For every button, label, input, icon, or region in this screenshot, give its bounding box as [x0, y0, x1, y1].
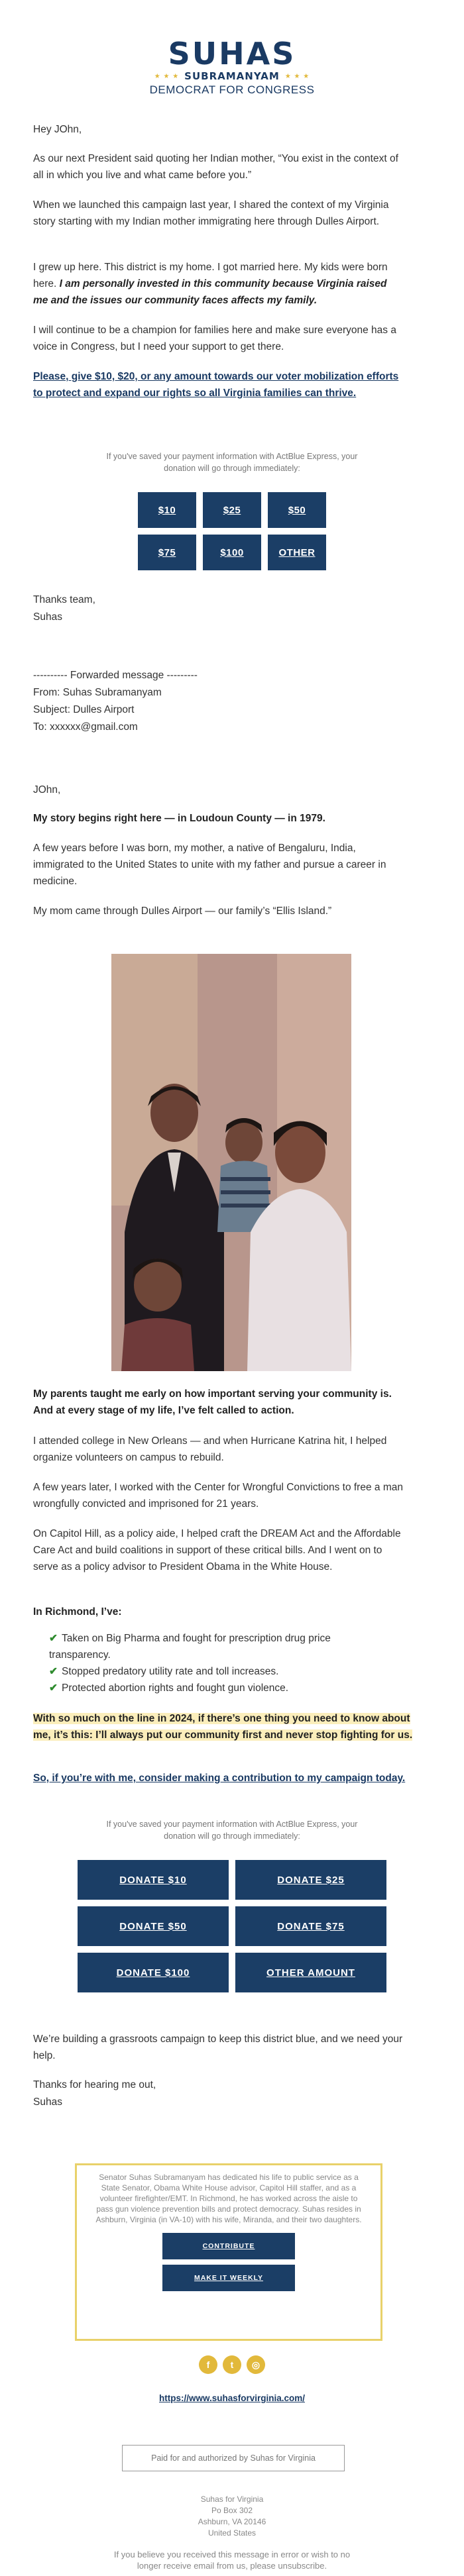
donate-75-button[interactable]: DONATE $75 — [235, 1906, 386, 1946]
story-bold-paragraph — [33, 1386, 404, 1419]
closing-line: Thanks for hearing me out, — [33, 2079, 156, 2090]
star-icon: ★ ★ ★ — [154, 72, 180, 80]
forwarded-subject: Subject: Dulles Airport — [33, 704, 135, 715]
donate-50-button[interactable]: DONATE $50 — [78, 1906, 229, 1946]
actblue-note: If you've saved your payment information with ActBlue Express, your donation will go through immediately: — [106, 1820, 358, 1841]
forwarded-from: From: Suhas Subramanyam — [33, 687, 162, 698]
address-line: Ashburn, VA 20146 — [198, 2517, 266, 2526]
address-line: United States — [207, 2528, 257, 2538]
social-links — [0, 2355, 464, 2374]
greeting: Hey JOhn, — [33, 124, 82, 135]
list-item-text: Taken on Big Pharma and fought for prescription drug price transparency. — [49, 1633, 331, 1661]
star-icon: ★ ★ ★ — [284, 72, 310, 80]
donate-25-button[interactable]: DONATE $25 — [235, 1860, 386, 1900]
contribution-cta-paragraph — [33, 1770, 414, 1786]
list-item-text: Stopped predatory utility rate and toll increases. — [62, 1666, 279, 1677]
website-paragraph — [0, 2393, 464, 2403]
checkmark-icon: ✔ — [49, 1633, 58, 1644]
story-paragraph: I attended college in New Orleans — and when Hurricane Katrina hit, I helped organize volunteers on campus to rebuild. — [33, 1435, 387, 1463]
footer-bio: Senator Suhas Subramanyam has dedicated his life to public service as a State Senator, Obama White House advisor, Capitol Hill staffer, and as a volunteer firefighter/EMT. In Richmond, he has worked across the aisle to pass gun violence prevention bills and protect democracy. Suhas resides in Ashburn, Virginia (in VA-10) with his wife, Miranda, and their two daughters. — [95, 2173, 362, 2224]
large-donation-button-grid — [33, 1860, 431, 1992]
paragraph-text: I grew up here. This district is my home. I got married here. My kids were born here. — [33, 262, 388, 289]
list-item — [49, 1630, 394, 1663]
twitter-icon[interactable]: t — [223, 2355, 241, 2374]
logo-name: SUHAS — [168, 36, 296, 72]
footer-bio-box — [75, 2163, 382, 2341]
story-paragraph: On Capitol Hill, as a policy aide, I helped craft the DREAM Act and the Affordable Care Act and build coalitions in support of these critical bills. And I went on to serve as a policy advisor to President Obama in the White House. — [33, 1528, 401, 1572]
emphasis-text: I am personally invested in this community because Virginia raised me and the issues our community faces affects my family. — [33, 278, 387, 306]
donation-button-grid — [33, 492, 431, 570]
intro-paragraph: I will continue to be a champion for families here and make sure everyone has a voice in Congress, but I need your support to get there. — [33, 325, 396, 352]
story-paragraph: A few years later, I worked with the Center for Wrongful Convictions to free a man wrongfully convicted and imprisoned for 21 years. — [33, 1482, 403, 1510]
list-item-text: Protected abortion rights and fought gun violence. — [62, 1682, 289, 1694]
intro-paragraph: As our next President said quoting her Indian mother, “You exist in the context of all in which you live and what came before you.” — [33, 153, 398, 181]
forwarded-to: To: xxxxxx@gmail.com — [33, 721, 138, 733]
donate-25-button[interactable]: $25 — [203, 492, 261, 528]
paid-for-disclaimer: Paid for and authorized by Suhas for Virginia — [122, 2445, 345, 2471]
donation-cta-link[interactable]: Please, give $10, $20, or any amount towards our voter mobilization efforts to protect and expand our rights so all Virginia families can thrive. — [33, 371, 399, 399]
donate-100-button[interactable]: $100 — [203, 535, 261, 570]
signoff-name: Suhas — [33, 611, 62, 623]
campaign-logo — [33, 0, 431, 103]
highlighted-text: With so much on the line in 2024, if there’s one thing you need to know about me, it’s this: I’ll always put our community first and never stop fighting for us. — [33, 1713, 413, 1741]
facebook-icon[interactable]: f — [199, 2355, 217, 2374]
website-link[interactable]: https://www.suhasforvirginia.com/ — [158, 2393, 306, 2403]
family-photo — [111, 954, 351, 1371]
intro-paragraph: When we launched this campaign last year, I shared the context of my Virginia story starting with my Indian mother immigrating here through Dulles Airport. — [33, 199, 389, 227]
richmond-heading — [33, 1604, 121, 1620]
donate-100-button[interactable]: DONATE $100 — [78, 1953, 229, 1992]
richmond-heading-text: In Richmond, I’ve: — [33, 1606, 122, 1618]
list-item — [49, 1680, 394, 1696]
mailing-address — [0, 2494, 464, 2539]
family-photo-illustration — [111, 954, 351, 1371]
unsubscribe-line[interactable]: longer receive email from us, please unsubscribe. — [137, 2561, 327, 2571]
story-paragraph: My mom came through Dulles Airport — our family’s “Ellis Island.” — [33, 905, 332, 917]
forwarded-header: ---------- Forwarded message --------- — [33, 670, 198, 681]
address-line: Po Box 302 — [211, 2506, 253, 2515]
signoff-line: Thanks team, — [33, 594, 95, 605]
address-line: Suhas for Virginia — [200, 2495, 264, 2504]
story-lead-text: My story begins right here — in Loudoun County — in 1979. — [33, 813, 325, 824]
make-it-weekly-button[interactable]: MAKE IT WEEKLY — [162, 2265, 295, 2291]
donate-10-button[interactable]: DONATE $10 — [78, 1860, 229, 1900]
intro-paragraph — [33, 259, 404, 309]
story-lead — [33, 810, 404, 827]
story-paragraph: A few years before I was born, my mother, a native of Bengaluru, India, immigrated to the United States to unite with my father and pursue a career in medicine. — [33, 843, 386, 887]
closing-paragraph: We’re building a grassroots campaign to keep this district blue, and we need your help. — [33, 2034, 403, 2061]
list-item — [49, 1663, 394, 1680]
checkmark-icon: ✔ — [49, 1682, 58, 1694]
donate-10-button[interactable]: $10 — [138, 492, 196, 528]
donate-other-button[interactable]: OTHER — [268, 535, 326, 570]
actblue-note: If you've saved your payment information with ActBlue Express, your donation will go through immediately: — [106, 452, 358, 473]
contribute-button[interactable]: CONTRIBUTE — [162, 2233, 295, 2259]
logo-last-name: SUBRAMANYAM — [184, 70, 280, 82]
accomplishment-list — [49, 1630, 394, 1696]
donate-other-amount-button[interactable]: OTHER AMOUNT — [235, 1953, 386, 1992]
checkmark-icon: ✔ — [49, 1666, 58, 1677]
story-bold-text: My parents taught me early on how important serving your community is. And at every stage of my life, I’ve felt called to action. — [33, 1388, 392, 1416]
instagram-icon[interactable]: ◎ — [247, 2355, 265, 2374]
donate-50-button[interactable]: $50 — [268, 492, 326, 528]
logo-tagline: DEMOCRAT FOR CONGRESS — [149, 83, 315, 96]
story-greeting: JOhn, — [33, 784, 61, 796]
donation-cta-paragraph — [33, 368, 404, 401]
donate-75-button[interactable]: $75 — [138, 535, 196, 570]
closing-name: Suhas — [33, 2096, 62, 2108]
contribution-cta-link[interactable]: So, if you’re with me, consider making a contribution to my campaign today. — [33, 1773, 406, 1784]
unsubscribe-notice — [0, 2549, 464, 2571]
logo-subline — [33, 70, 431, 82]
highlighted-paragraph — [33, 1710, 414, 1743]
unsubscribe-line: If you believe you received this message in error or wish to no — [113, 2550, 351, 2559]
